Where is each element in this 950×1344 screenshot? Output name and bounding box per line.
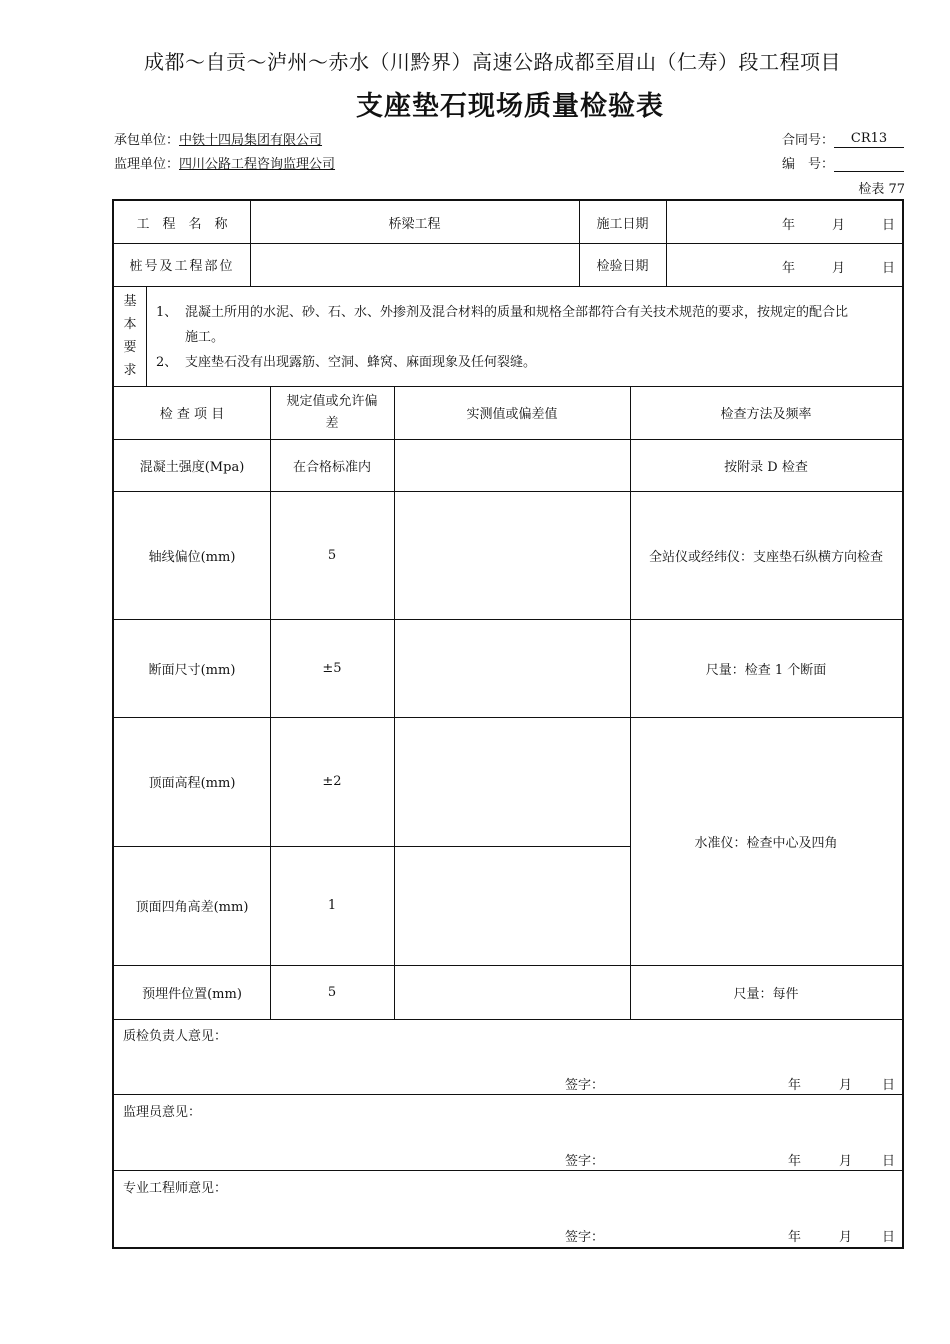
row-item: 轴线偏位(mm) xyxy=(148,549,236,565)
header-measured: 实测值或偏差值 xyxy=(466,407,558,422)
row-method-merged: 水准仪：检查中心及四角 xyxy=(694,835,838,851)
row-measured[interactable] xyxy=(394,619,630,717)
requirements-label xyxy=(114,287,146,385)
requirement-2-text: 支座垫石没有出现露筋、空洞、蜂窝、麻面现象及任何裂缝。 xyxy=(185,355,537,370)
requirements-label-char: 要 xyxy=(123,340,137,355)
row-spec: ±2 xyxy=(322,774,342,789)
row-item: 预埋件位置(mm) xyxy=(142,986,242,1002)
form-number: 检表 77 xyxy=(858,182,905,197)
requirements-label-char: 求 xyxy=(123,363,137,378)
serial-value xyxy=(834,155,904,172)
location-label: 桩号及工程部位 xyxy=(129,259,235,274)
requirements-label-char: 本 xyxy=(123,317,137,332)
requirement-1-line-2: 施工。 xyxy=(185,330,225,345)
header-spec-line-1: 规定值或允许偏 xyxy=(286,393,378,409)
engineer-year: 年 xyxy=(788,1230,802,1245)
serial-row xyxy=(782,153,904,172)
supervisor-month: 月 xyxy=(839,1154,853,1169)
engineer-day: 日 xyxy=(882,1230,896,1245)
serial-label: 编 号： xyxy=(782,157,835,172)
contractor-value: 中铁十四局集团有限公司 xyxy=(179,133,323,148)
inspection-date-label: 检验日期 xyxy=(596,259,649,274)
inspection-year: 年 xyxy=(782,261,796,276)
construction-day: 日 xyxy=(882,218,896,233)
project-name-label: 工 程 名 称 xyxy=(136,216,228,232)
row-spec: 1 xyxy=(327,898,337,913)
supervisor-sign-label: 签字： xyxy=(565,1154,605,1169)
row-spec: 5 xyxy=(327,984,337,1000)
row-spec: 在合格标准内 xyxy=(292,459,371,475)
row-item: 顶面四角高差(mm) xyxy=(135,900,249,915)
row-spec: 5 xyxy=(327,547,337,563)
contract-no-value: CR13 xyxy=(834,131,904,148)
engineer-opinion-label: 专业工程师意见： xyxy=(123,1181,228,1196)
row-item: 顶面高程(mm) xyxy=(148,776,236,791)
project-title: 成都～自贡～泸州～赤水（川黔界）高速公路成都至眉山（仁寿）段工程项目 xyxy=(144,50,841,74)
requirement-1-number: 1、 xyxy=(156,305,178,320)
location-value xyxy=(250,243,579,286)
inspection-month: 月 xyxy=(832,261,846,276)
row-measured[interactable] xyxy=(394,846,630,965)
row-method: 尺量：检查 1 个断面 xyxy=(705,662,827,678)
row-method: 尺量：每件 xyxy=(733,986,799,1002)
contract-no-row xyxy=(782,129,904,148)
form-title: 支座垫石现场质量检验表 xyxy=(356,91,664,122)
row-item: 断面尺寸(mm) xyxy=(148,662,236,678)
contractor-label: 承包单位： xyxy=(114,133,180,148)
supervisor-opinion-label: 监理员意见： xyxy=(123,1105,202,1120)
row-measured[interactable] xyxy=(394,491,630,619)
row-method: 全站仪或经纬仪：支座垫石纵横方向检查 xyxy=(648,549,883,565)
supervisor-value: 四川公路工程咨询监理公司 xyxy=(179,157,336,172)
supervisor-year: 年 xyxy=(788,1154,802,1169)
row-method: 按附录 D 检查 xyxy=(724,459,808,475)
row-measured[interactable] xyxy=(394,439,630,491)
header-method: 检查方法及频率 xyxy=(720,407,812,422)
supervisor-day: 日 xyxy=(882,1154,896,1169)
contract-no-label: 合同号： xyxy=(782,133,835,148)
row-item: 混凝土强度(Mpa) xyxy=(139,459,245,475)
construction-month: 月 xyxy=(832,218,846,233)
qc-opinion-label: 质检负责人意见： xyxy=(123,1029,228,1044)
requirement-1-line-1: 混凝土所用的水泥、砂、石、水、外掺剂及混合材料的质量和规格全部都符合有关技术规范的要求，按规定的配合比 xyxy=(185,305,849,320)
construction-year: 年 xyxy=(782,218,796,233)
row-measured[interactable] xyxy=(394,965,630,1019)
supervisor-label: 监理单位： xyxy=(114,157,180,172)
row-spec: ±5 xyxy=(322,660,342,676)
header-spec-line-2: 差 xyxy=(325,415,339,431)
requirements-label-char: 基 xyxy=(123,294,137,309)
engineer-sign-label: 签字： xyxy=(565,1230,605,1245)
qc-day: 日 xyxy=(882,1078,896,1093)
qc-year: 年 xyxy=(788,1078,802,1093)
requirement-2-number: 2、 xyxy=(156,355,178,370)
row-measured[interactable] xyxy=(394,717,630,846)
inspection-form-table xyxy=(112,199,904,1249)
supervisor-row xyxy=(114,153,335,172)
qc-month: 月 xyxy=(839,1078,853,1093)
qc-sign-label: 签字： xyxy=(565,1078,605,1093)
engineer-month: 月 xyxy=(839,1230,853,1245)
construction-date-label: 施工日期 xyxy=(596,216,649,232)
header-spec xyxy=(270,386,394,439)
project-name-value: 桥梁工程 xyxy=(388,216,441,232)
contractor-row xyxy=(114,129,322,148)
header-item: 检 查 项 目 xyxy=(159,407,225,422)
inspection-day: 日 xyxy=(882,261,896,276)
